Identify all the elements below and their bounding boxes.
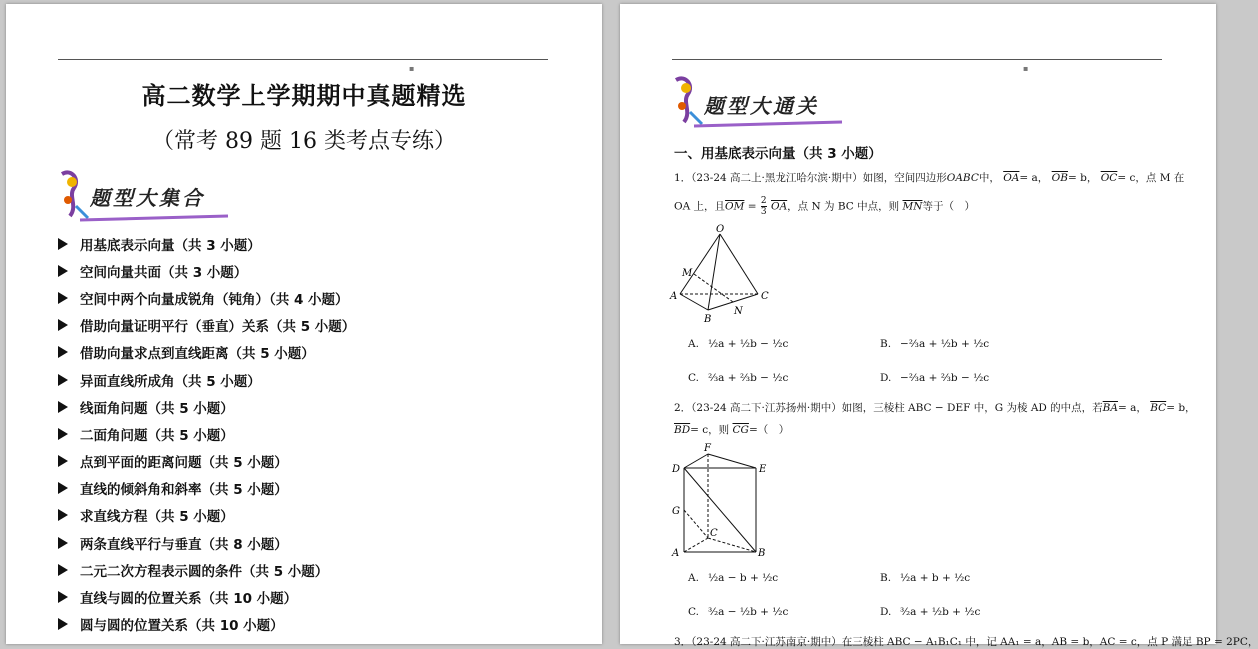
bullet-arrow-icon — [58, 537, 68, 549]
banner-title: 题型大集合 — [90, 186, 205, 210]
bullet-arrow-icon — [58, 482, 68, 494]
toc-item[interactable]: 圆与圆的位置关系（共 10 小题） — [58, 611, 355, 638]
toc-item[interactable]: 空间中两个向量成锐角（钝角）（共 4 小题） — [58, 284, 355, 311]
bullet-arrow-icon — [58, 564, 68, 576]
bullet-arrow-icon — [58, 374, 68, 386]
q1-option-a[interactable]: A. ½a + ½b − ½c — [688, 338, 789, 350]
q1-option-d[interactable]: D. −⅔a + ⅔b − ½c — [880, 372, 990, 384]
fraction: $\frac{2}{3}$ — [760, 196, 767, 217]
label-A: A — [672, 548, 680, 559]
toc-item[interactable]: 借助向量求点到直线距离（共 5 小题） — [58, 339, 355, 366]
bullet-arrow-icon — [58, 292, 68, 304]
toc-item[interactable]: 借助向量证明平行（垂直）关系（共 5 小题） — [58, 312, 355, 339]
header-mark: ▪ — [1023, 64, 1029, 73]
section-banner — [58, 166, 233, 224]
label-G: G — [672, 506, 680, 517]
toc-item[interactable]: 用基底表示向量（共 3 小题） — [58, 230, 355, 257]
label-D: D — [672, 464, 681, 475]
bullet-arrow-icon — [58, 509, 68, 521]
bullet-arrow-icon — [58, 428, 68, 440]
bullet-arrow-icon — [58, 346, 68, 358]
question-2-line-1: 2．（23-24 高二下·江苏扬州·期中）如图，三棱柱 ABC − DEF 中，G 为棱 AD 的中点，若$\overline{BA}= a$， $\overline{BC}= b$， — [674, 402, 1196, 414]
toc-item[interactable]: 异面直线所成角（共 5 小题） — [58, 366, 355, 393]
banner-title: 题型大通关 — [704, 94, 819, 118]
q2-option-d[interactable]: D. ³⁄₂a + ½b + ½c — [880, 606, 981, 618]
bullet-arrow-icon — [58, 618, 68, 630]
toc-item[interactable]: 空间向量共面（共 3 小题） — [58, 257, 355, 284]
label-O: O — [716, 224, 725, 235]
toc-item[interactable]: 直线与圆的位置关系（共 10 小题） — [58, 583, 355, 610]
label-M: M — [682, 268, 693, 279]
question-1-line-2: OA 上，且$\overline{OM}$ = $\frac{2}{3}$ $\overline{OA}$，点 N 为 BC 中点，则 $\overline{MN}$等于（ ） — [674, 196, 975, 217]
header-rule — [672, 59, 1162, 60]
document-page-1 — [6, 4, 602, 644]
prism-figure — [670, 440, 780, 562]
header-mark: ▪ — [409, 64, 415, 73]
label-C: C — [761, 291, 769, 302]
bullet-arrow-icon — [58, 591, 68, 603]
question-3-partial: 3．（23-24 高二下·江苏南京·期中）在三棱柱 ABC − A₁B₁C₁ 中，记 AA₁ = a，AB = b，AC = c，点 P 满足 BP = 2PC， — [674, 636, 1258, 648]
document-subtitle: （常考 89 题 16 类考点专练） — [152, 129, 456, 154]
toc-item[interactable]: 二元二次方程表示圆的条件（共 5 小题） — [58, 556, 355, 583]
header-rule — [58, 59, 548, 60]
bullet-arrow-icon — [58, 265, 68, 277]
label-C: C — [710, 528, 718, 539]
label-B: B — [758, 548, 766, 559]
toc-item[interactable]: 二面角问题（共 5 小题） — [58, 420, 355, 447]
label-A: A — [670, 291, 678, 302]
toc-item[interactable]: 求直线方程（共 5 小题） — [58, 502, 355, 529]
bullet-arrow-icon — [58, 455, 68, 467]
document-title: 高二数学上学期期中真题精选 — [141, 81, 467, 110]
q1-option-c[interactable]: C. ⅔a + ⅔b − ½c — [688, 372, 789, 384]
question-2-line-2: $\overline{BD}= c$，则 $\overline{CG}=$（ ） — [674, 424, 790, 436]
table-of-contents — [58, 230, 355, 638]
label-E: E — [759, 464, 767, 475]
bullet-arrow-icon — [58, 319, 68, 331]
toc-item[interactable]: 线面角问题（共 5 小题） — [58, 393, 355, 420]
label-N: N — [734, 306, 743, 317]
tetrahedron-figure — [670, 222, 780, 328]
q2-option-b[interactable]: B. ½a + b + ½c — [880, 572, 971, 584]
section-banner — [672, 72, 847, 130]
bullet-arrow-icon — [58, 401, 68, 413]
toc-item[interactable]: 直线的倾斜角和斜率（共 5 小题） — [58, 475, 355, 502]
q2-option-c[interactable]: C. ³⁄₂a − ½b + ½c — [688, 606, 789, 618]
section-heading: 一、用基底表示向量（共 3 小题） — [674, 146, 882, 162]
q2-option-a[interactable]: A. ½a − b + ½c — [688, 572, 779, 584]
label-B: B — [704, 314, 712, 325]
document-page-2 — [620, 4, 1258, 648]
question-1-line-1: 1．（23-24 高二上·黑龙江哈尔滨·期中）如图，空间四边形OABC中， $\overline{OA}= a$， $\overline{OB}= b$， $\overline{OC}= c$，点 M 在 — [674, 172, 1185, 184]
bullet-arrow-icon — [58, 238, 68, 250]
toc-item[interactable]: 两条直线平行与垂直（共 8 小题） — [58, 529, 355, 556]
toc-item[interactable]: 点到平面的距离问题（共 5 小题） — [58, 448, 355, 475]
label-F: F — [704, 443, 711, 454]
q1-option-b[interactable]: B. −⅔a + ½b + ½c — [880, 338, 990, 350]
